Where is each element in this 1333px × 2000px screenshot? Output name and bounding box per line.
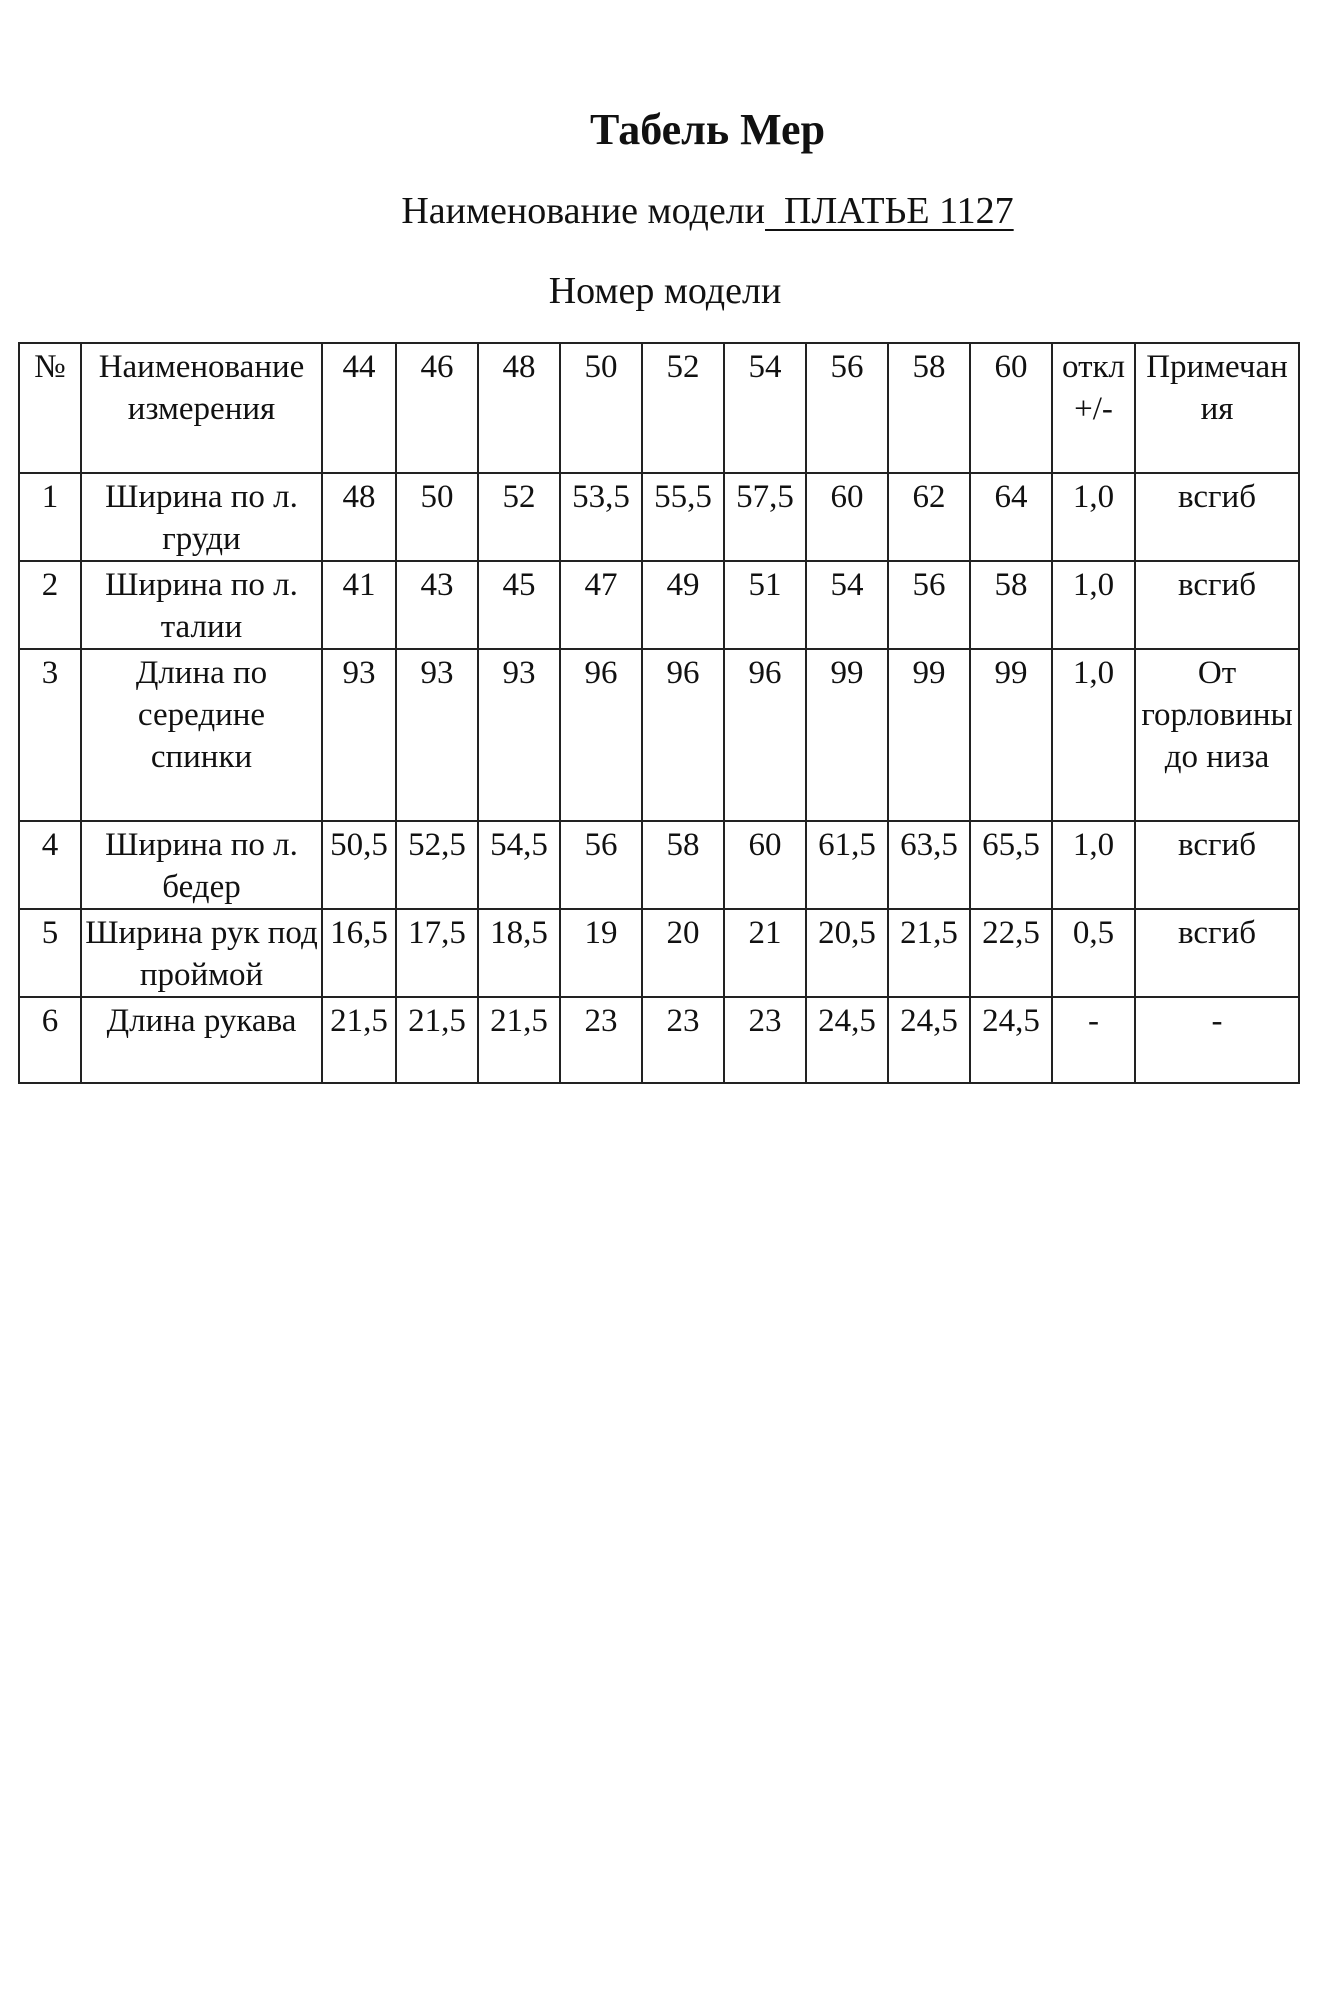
cell-size-52: 20 [642, 909, 724, 997]
cell-size-50: 23 [560, 997, 642, 1083]
table-header-row [19, 343, 1299, 473]
row-number: 1 [19, 473, 81, 561]
cell-size-52: 49 [642, 561, 724, 649]
cell-size-44: 16,5 [322, 909, 396, 997]
cell-size-60: 65,5 [970, 821, 1052, 909]
row-measurement-name: Длина по середине спинки [81, 649, 322, 821]
cell-size-48: 54,5 [478, 821, 560, 909]
cell-size-56: 61,5 [806, 821, 888, 909]
cell-size-56: 54 [806, 561, 888, 649]
header-size-46: 46 [396, 343, 478, 473]
cell-size-50: 96 [560, 649, 642, 821]
model-number-label: Номер модели [548, 270, 782, 312]
row-measurement-name: Ширина по л. бедер [81, 821, 322, 909]
cell-size-56: 60 [806, 473, 888, 561]
cell-note: всгиб [1135, 821, 1299, 909]
cell-size-54: 21 [724, 909, 806, 997]
cell-size-52: 55,5 [642, 473, 724, 561]
cell-tolerance: 1,0 [1052, 649, 1135, 821]
header-number: № [19, 343, 81, 473]
cell-size-50: 19 [560, 909, 642, 997]
cell-size-54: 23 [724, 997, 806, 1083]
cell-note: - [1135, 997, 1299, 1083]
header-size-48: 48 [478, 343, 560, 473]
row-number: 5 [19, 909, 81, 997]
cell-size-46: 93 [396, 649, 478, 821]
cell-size-54: 96 [724, 649, 806, 821]
row-measurement-name: Ширина рук под проймой [81, 909, 322, 997]
row-measurement-name: Ширина по л. груди [81, 473, 322, 561]
cell-size-58: 21,5 [888, 909, 970, 997]
cell-size-48: 93 [478, 649, 560, 821]
cell-tolerance: 0,5 [1052, 909, 1135, 997]
cell-note: всгиб [1135, 909, 1299, 997]
header-note: Примечания [1135, 343, 1299, 473]
table-row [19, 821, 1299, 909]
cell-size-44: 50,5 [322, 821, 396, 909]
cell-size-60: 64 [970, 473, 1052, 561]
table-row [19, 649, 1299, 821]
header-size-54: 54 [724, 343, 806, 473]
cell-size-58: 63,5 [888, 821, 970, 909]
table-row [19, 997, 1299, 1083]
cell-tolerance: 1,0 [1052, 561, 1135, 649]
cell-size-46: 21,5 [396, 997, 478, 1083]
cell-tolerance: - [1052, 997, 1135, 1083]
model-name-label: Наименование модели [401, 190, 766, 232]
document-title: Табель Мер [589, 105, 826, 154]
cell-size-50: 53,5 [560, 473, 642, 561]
model-name-value: ПЛАТЬЕ 1127 [765, 190, 1014, 232]
measurements-table [18, 342, 1300, 1084]
table-row [19, 909, 1299, 997]
cell-size-54: 51 [724, 561, 806, 649]
cell-size-48: 21,5 [478, 997, 560, 1083]
cell-size-56: 24,5 [806, 997, 888, 1083]
cell-size-50: 56 [560, 821, 642, 909]
cell-size-52: 58 [642, 821, 724, 909]
cell-size-44: 93 [322, 649, 396, 821]
cell-size-52: 23 [642, 997, 724, 1083]
header-size-44: 44 [322, 343, 396, 473]
table-row [19, 473, 1299, 561]
cell-size-46: 50 [396, 473, 478, 561]
cell-size-60: 58 [970, 561, 1052, 649]
row-measurement-name: Длина рукава [81, 997, 322, 1083]
cell-size-60: 22,5 [970, 909, 1052, 997]
header-size-60: 60 [970, 343, 1052, 473]
cell-size-58: 56 [888, 561, 970, 649]
cell-size-58: 99 [888, 649, 970, 821]
row-number: 6 [19, 997, 81, 1083]
cell-size-48: 52 [478, 473, 560, 561]
cell-size-48: 45 [478, 561, 560, 649]
cell-size-46: 43 [396, 561, 478, 649]
cell-size-44: 41 [322, 561, 396, 649]
cell-note: всгиб [1135, 473, 1299, 561]
row-measurement-name: Ширина по л. талии [81, 561, 322, 649]
cell-tolerance: 1,0 [1052, 821, 1135, 909]
cell-size-56: 20,5 [806, 909, 888, 997]
cell-tolerance: 1,0 [1052, 473, 1135, 561]
row-number: 3 [19, 649, 81, 821]
cell-size-48: 18,5 [478, 909, 560, 997]
cell-size-52: 96 [642, 649, 724, 821]
header-size-58: 58 [888, 343, 970, 473]
cell-size-46: 17,5 [396, 909, 478, 997]
cell-note: От горловины до низа [1135, 649, 1299, 821]
cell-size-56: 99 [806, 649, 888, 821]
cell-size-46: 52,5 [396, 821, 478, 909]
header-size-56: 56 [806, 343, 888, 473]
cell-size-60: 24,5 [970, 997, 1052, 1083]
model-name-line [0, 184, 1333, 238]
table-row [19, 561, 1299, 649]
cell-size-54: 57,5 [724, 473, 806, 561]
cell-size-58: 62 [888, 473, 970, 561]
row-number: 2 [19, 561, 81, 649]
header-measurement-name: Наименование измерения [81, 343, 322, 473]
cell-size-60: 99 [970, 649, 1052, 821]
cell-size-54: 60 [724, 821, 806, 909]
cell-size-44: 48 [322, 473, 396, 561]
cell-size-44: 21,5 [322, 997, 396, 1083]
cell-size-58: 24,5 [888, 997, 970, 1083]
header-tolerance: откл +/- [1052, 343, 1135, 473]
row-number: 4 [19, 821, 81, 909]
header-size-50: 50 [560, 343, 642, 473]
header-size-52: 52 [642, 343, 724, 473]
cell-note: всгиб [1135, 561, 1299, 649]
cell-size-50: 47 [560, 561, 642, 649]
